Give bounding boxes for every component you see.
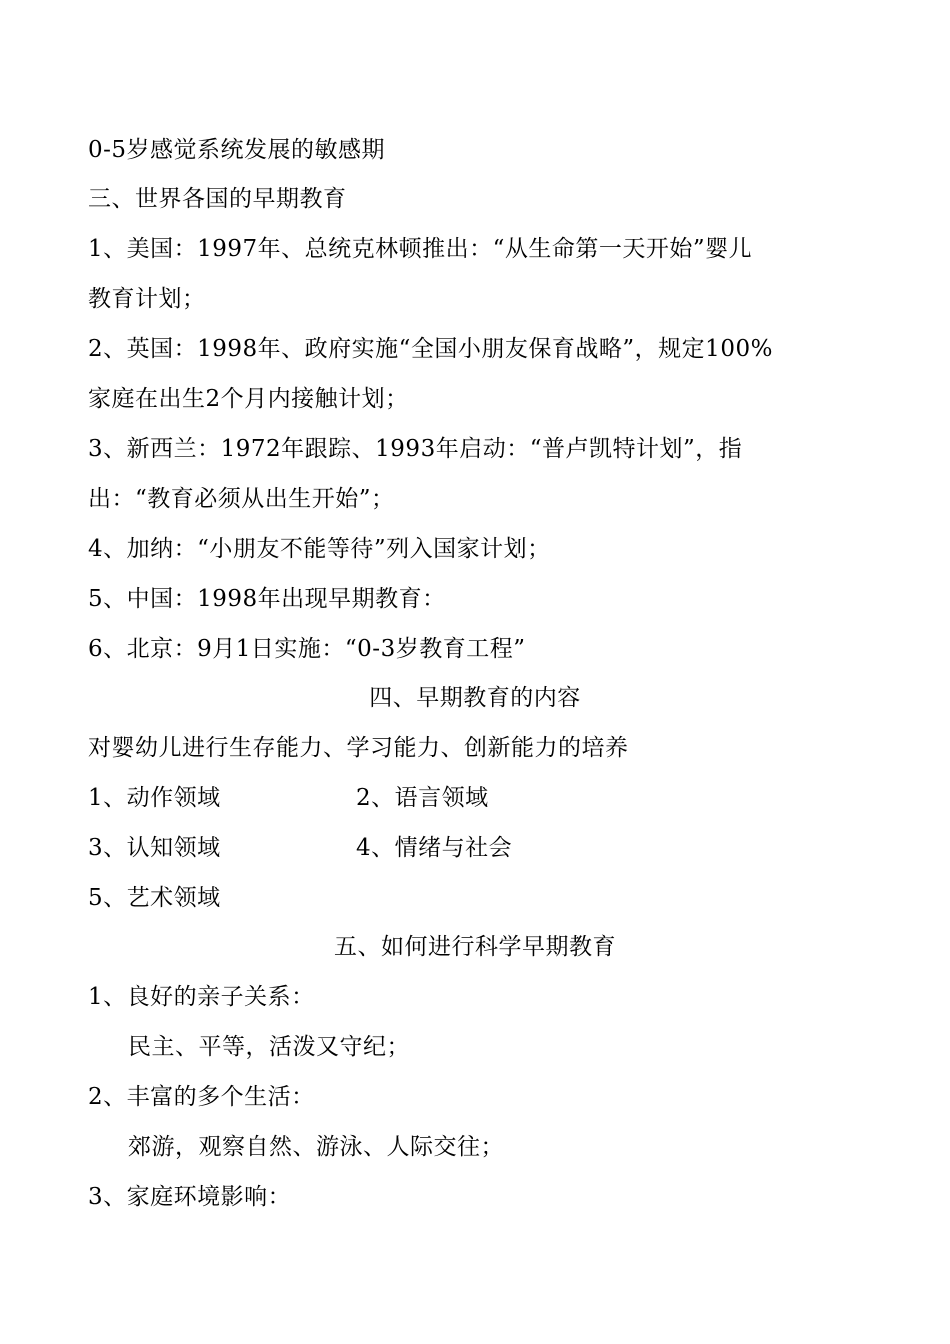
list-item-ghana: 4、加纳：“小朋友不能等待”列入国家计划；	[88, 536, 551, 562]
section-heading-5: 五、如何进行科学早期教育	[334, 934, 616, 960]
list-item-new-zealand: 3、新西兰：1972年跟踪、1993年启动：“普卢凯特计划”，指	[88, 436, 743, 462]
section-heading-4: 四、早期教育的内容	[369, 685, 581, 711]
list-item-parent-child: 1、良好的亲子关系：	[88, 984, 315, 1010]
domain-item-cognition: 3、认知领域	[88, 835, 221, 861]
domain-item-art: 5、艺术领域	[88, 885, 221, 911]
list-item-uk: 2、英国：1998年、政府实施“全国小朋友保育战略”，规定100%	[88, 336, 773, 362]
section-heading-3: 三、世界各国的早期教育	[88, 186, 347, 212]
list-item-new-zealand-cont: 出：“教育必须从出生开始”；	[88, 486, 395, 512]
list-item-rich-life: 2、丰富的多个生活：	[88, 1084, 315, 1110]
domain-item-language: 2、语言领域	[356, 785, 489, 811]
list-item-china: 5、中国：1998年出现早期教育：	[88, 586, 446, 612]
list-item-parent-child-detail: 民主、平等，活泼又守纪；	[128, 1034, 410, 1060]
list-item-beijing: 6、北京：9月1日实施：“0-3岁教育工程”	[88, 636, 526, 662]
list-item-usa-cont: 教育计划；	[88, 286, 206, 312]
list-item-usa: 1、美国：1997年、总统克林顿推出：“从生命第一天开始”婴儿	[88, 236, 753, 262]
text-line-sensitive-period: 0-5岁感觉系统发展的敏感期	[88, 137, 386, 163]
list-item-uk-cont: 家庭在出生2个月内接触计划；	[88, 386, 409, 412]
domain-item-motor: 1、动作领域	[88, 785, 221, 811]
domain-item-emotion-social: 4、情绪与社会	[356, 835, 513, 861]
list-item-rich-life-detail: 郊游，观察自然、游泳、人际交往；	[128, 1134, 504, 1160]
list-item-family-environment: 3、家庭环境影响：	[88, 1184, 292, 1210]
text-line-abilities: 对婴幼儿进行生存能力、学习能力、创新能力的培养	[88, 735, 629, 761]
